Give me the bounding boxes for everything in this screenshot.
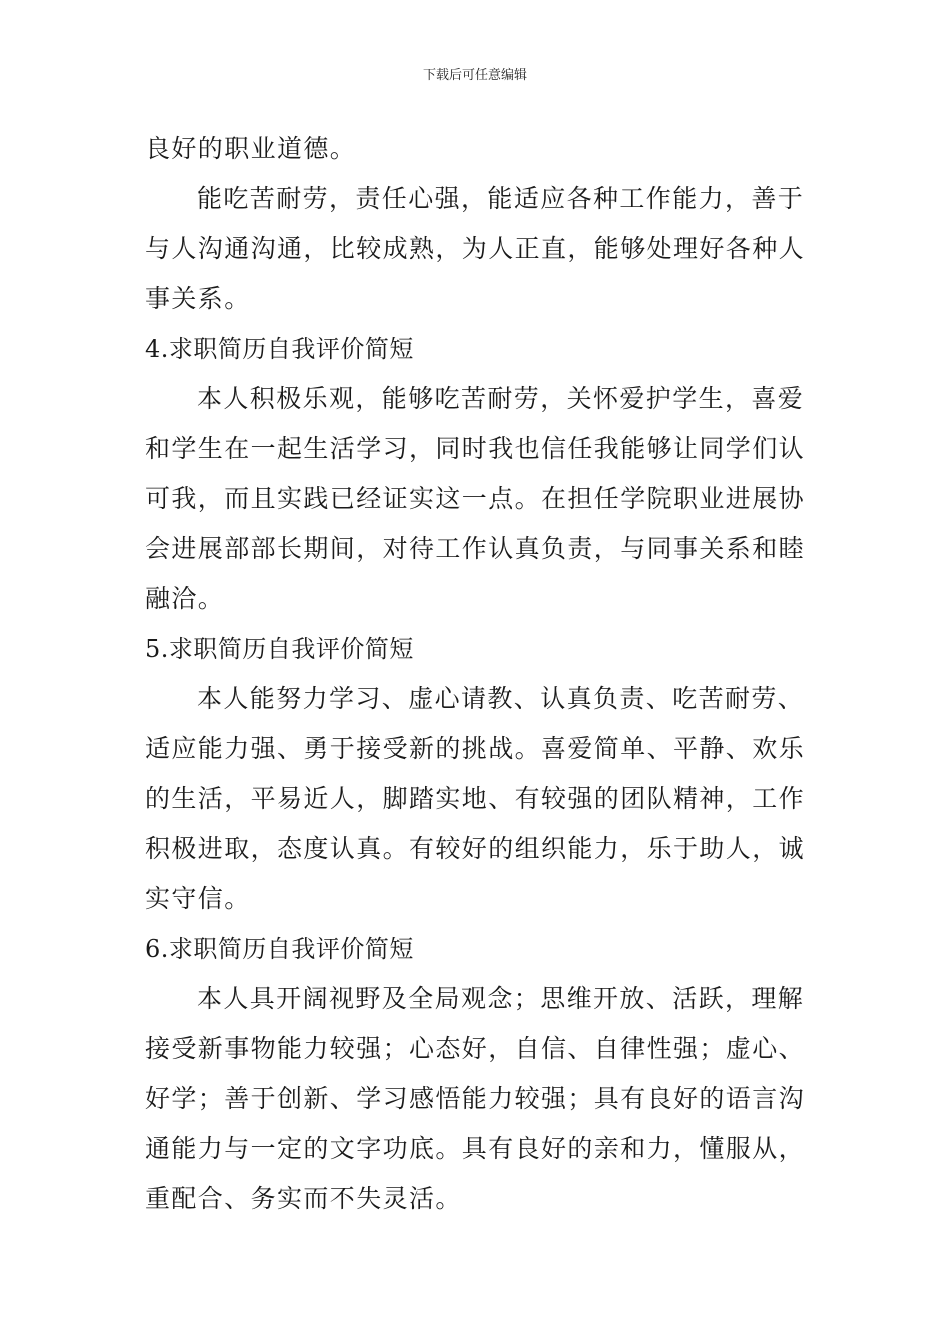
- paragraph-line: 会进展部部长期间，对待工作认真负责，与同事关系和睦: [145, 534, 806, 563]
- paragraph-line: 事关系。: [145, 284, 251, 313]
- paragraph: [145, 124, 807, 174]
- paragraph-line: 和学生在一起生活学习，同时我也信任我能够让同学们认: [145, 434, 806, 463]
- paragraph-line: 与人沟通沟通，比较成熟，为人正直，能够处理好各种人: [145, 234, 806, 263]
- paragraph-line: 良好的职业道德。: [145, 134, 357, 163]
- section-heading: [145, 324, 807, 374]
- document-body: [145, 124, 807, 1224]
- section-heading: [145, 924, 807, 974]
- page-header-note: 下载后可任意编辑: [422, 68, 527, 83]
- paragraph-line: 本人具开阔视野及全局观念；思维开放、活跃，理解: [197, 984, 805, 1013]
- paragraph-line: 融洽。: [145, 584, 225, 613]
- paragraph: [145, 374, 807, 624]
- paragraph: [145, 674, 807, 924]
- paragraph-line: 积极进取，态度认真。有较好的组织能力，乐于助人，诚: [145, 834, 806, 863]
- paragraph-line: 实守信。: [145, 884, 251, 913]
- heading-text: 6.求职简历自我评价简短: [145, 935, 414, 963]
- paragraph-line: 本人积极乐观，能够吃苦耐劳，关怀爱护学生，喜爱: [197, 384, 805, 413]
- paragraph-line: 本人能努力学习、虚心请教、认真负责、吃苦耐劳、: [197, 684, 805, 713]
- paragraph: [145, 974, 807, 1224]
- paragraph-line: 接受新事物能力较强；心态好，自信、自律性强；虚心、: [145, 1034, 806, 1063]
- paragraph-line: 好学；善于创新、学习感悟能力较强；具有良好的语言沟: [145, 1084, 806, 1113]
- paragraph-line: 适应能力强、勇于接受新的挑战。喜爱简单、平静、欢乐: [145, 734, 806, 763]
- section-heading: [145, 624, 807, 674]
- paragraph-line: 可我，而且实践已经证实这一点。在担任学院职业进展协: [145, 484, 806, 513]
- paragraph-line: 重配合、务实而不失灵活。: [145, 1184, 462, 1213]
- paragraph-line: 能吃苦耐劳，责任心强，能适应各种工作能力，善于: [197, 184, 805, 213]
- heading-text: 4.求职简历自我评价简短: [145, 335, 414, 363]
- paragraph-line: 的生活，平易近人，脚踏实地、有较强的团队精神，工作: [145, 784, 806, 813]
- paragraph: [145, 174, 807, 324]
- heading-text: 5.求职简历自我评价简短: [145, 635, 414, 663]
- paragraph-line: 通能力与一定的文字功底。具有良好的亲和力，懂服从，: [145, 1134, 806, 1163]
